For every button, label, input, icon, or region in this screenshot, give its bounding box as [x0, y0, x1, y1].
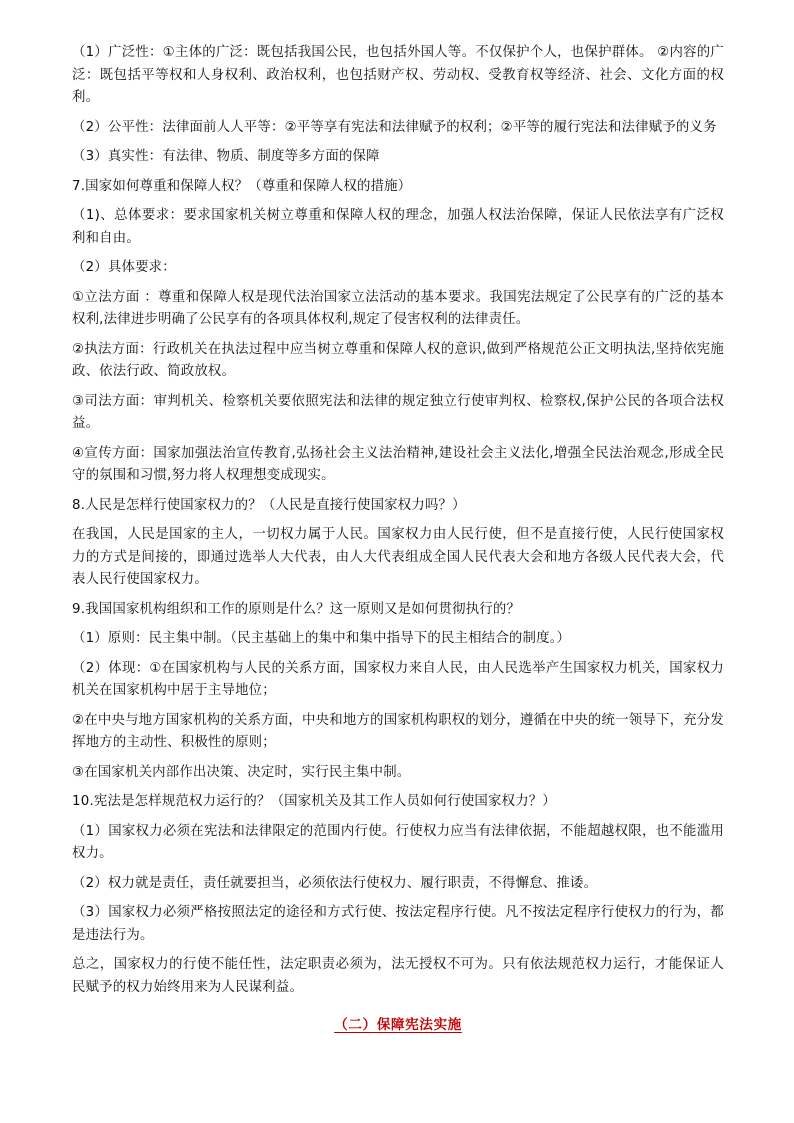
question-7-heading: 7.国家如何尊重和保障人权？（尊重和保障人权的措施）: [72, 178, 412, 194]
paragraph-authenticity: （3）真实性：有法律、物质、制度等多方面的保障: [72, 149, 380, 164]
paragraph-power-scope: （1）国家权力必须在宪法和法律限定的范围内行使。行使权力应当有法律依据，不能超越权限，也不能滥用权力。: [72, 823, 724, 861]
paragraph-fairness: （2）公平性：法律面前人人平等：②平等享有宪法和法律赋予的权利；②平等的履行宪法和法律赋予的义务: [72, 119, 717, 135]
question-9-heading: 9.我国国家机构组织和工作的原则是什么？这一原则又是如何贯彻执行的？: [72, 601, 521, 617]
paragraph-principle: （1）原则：民主集中制。（民主基础上的集中和集中指导下的民主相结合的制度。）: [72, 631, 571, 646]
paragraph-legislation: ①立法方面 ：尊重和保障人权是现代法治国家立法活动的基本要求。我国宪法规定了公民享有的广泛的基本权利,法律进步明确了公民享有的各项具体权利,规定了侵害权利的法律责任。: [72, 289, 724, 327]
paragraph-judicial: ③司法方面：审判机关、检察机关要依照宪法和法律的规定独立行使审判权、检察权,保护公民的各项合法权益。: [72, 393, 724, 431]
paragraph-embodiment-3: ③在国家机关内部作出决策、决定时，实行民主集中制。: [72, 764, 411, 780]
section-title-text: （二）保障宪法实施: [334, 1017, 462, 1033]
paragraph-embodiment-2: ②在中央与地方国家机构的关系方面，中央和地方的国家机构职权的划分，遵循在中央的统一领导下，充分发挥地方的主动性、积极性的原则；: [72, 712, 724, 750]
question-10-heading: 10.宪法是怎样规范权力运行的？（国家机关及其工作人员如何行使国家权力？）: [72, 794, 556, 809]
paragraph-general-requirements: （1)、总体要求：要求国家机关树立尊重和保障人权的理念，加强人权法治保障，保证人民依法享有广泛权利和自由。: [72, 208, 724, 246]
paragraph-people-power: 在我国，人民是国家的主人，一切权力属于人民。国家权力由人民行使，但不是直接行使，人民行使国家权力的方式是间接的，即通过选举人大代表，由人大代表组成全国人民代表大会和地方各级人民代表大会，代表人民行使国家权力。: [72, 527, 724, 587]
paragraph-enforcement: ②执法方面：行政机关在执法过程中应当树立尊重和保障人权的意识,做到严格规范公正文明执法,坚持依宪施政、依法行政、简政放权。: [72, 341, 724, 379]
paragraph-breadth: （1）广泛性：①主体的广泛：既包括我国公民，也包括外国人等。不仅保护个人，也保护群体。 ②内容的广泛：既包括平等权和人身权利、政治权利，也包括财产权、劳动权、受教育权等经济、社会、文化方面的权利。: [72, 45, 724, 105]
section-title: [72, 1013, 724, 1033]
paragraph-specific-requirements: （2）具体要求：: [72, 260, 176, 275]
question-8-heading: 8.人民是怎样行使国家权力的？（人民是直接行使国家权力吗？）: [72, 497, 466, 513]
document-page: [72, 42, 724, 1033]
paragraph-embodiment-1: （2）体现：①在国家机构与人民的关系方面，国家权力来自人民，由人民选举产生国家权力机关，国家权力机关在国家机构中居于主导地位；: [72, 660, 724, 698]
paragraph-power-procedure: （3）国家权力必须严格按照法定的途径和方式行使、按法定程序行使。凡不按法定程序行使权力的行为，都是违法行为。: [72, 905, 724, 943]
paragraph-conclusion: 总之，国家权力的行使不能任性，法定职责必须为，法无授权不可为。只有依法规范权力运行，才能保证人民赋予的权力始终用来为人民谋利益。: [72, 957, 724, 995]
paragraph-publicity: ④宣传方面：国家加强法治宣传教育,弘扬社会主义法治精神,建设社会主义法化,增强全民法治观念,形成全民守的氛围和习惯,努力将人权理想变成现实。: [72, 445, 724, 483]
paragraph-power-responsibility: （2）权力就是责任，责任就要担当，必须依法行使权力、履行职责，不得懈怠、推诿。: [72, 875, 598, 891]
